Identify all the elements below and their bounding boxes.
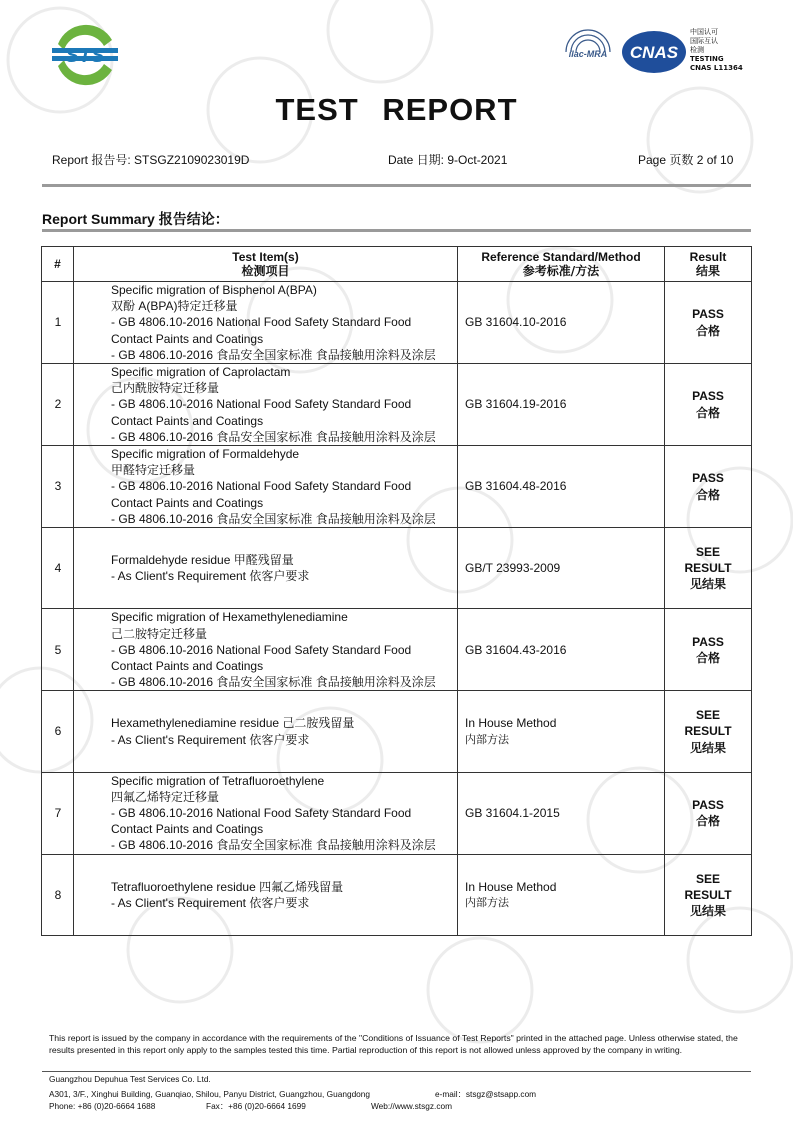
- test-item-line: Tetrafluoroethylene residue 四氟乙烯残留量: [111, 879, 344, 894]
- test-item-cell: [74, 282, 458, 364]
- test-item-line: Contact Paints and Coatings: [111, 413, 264, 428]
- test-item-line: - As Client's Requirement 依客户要求: [111, 732, 310, 747]
- row-number: 2: [42, 364, 74, 446]
- test-item-line: 双酚 A(BPA)特定迁移量: [111, 299, 238, 314]
- cert-line-1: 中国认可: [690, 28, 718, 36]
- result-line: SEE: [695, 708, 720, 723]
- table-header-row: [42, 247, 752, 282]
- svg-text:STS: STS: [65, 45, 105, 67]
- test-item-cell: [74, 854, 458, 935]
- reference-line: GB 31604.43-2016: [465, 642, 567, 657]
- col-header-item: [74, 247, 458, 282]
- table-row: [42, 772, 752, 854]
- reference-line: 内部方法: [465, 895, 509, 909]
- cert-line-2: 国际互认: [690, 37, 718, 45]
- test-item-line: Formaldehyde residue 甲醛残留量: [111, 552, 294, 567]
- company-website: Web://www.stsgz.com: [371, 1101, 452, 1111]
- test-item-line: 四氟乙烯特定迁移量: [111, 789, 220, 804]
- test-item-line: Specific migration of Caprolactam: [111, 365, 291, 380]
- cert-line-4: TESTING: [690, 55, 724, 63]
- cnas-logo-text: CNAS: [629, 43, 679, 62]
- col-header-ref-en: Reference Standard/Method: [481, 250, 641, 264]
- test-item-line: - GB 4806.10-2016 National Food Safety Standard Food: [111, 806, 412, 821]
- table-row: [42, 528, 752, 609]
- reference-line: 内部方法: [465, 732, 509, 746]
- reference-cell: [458, 528, 665, 609]
- report-number: Report 报告号: STSGZ2109023019D: [52, 153, 250, 167]
- row-number: 1: [42, 282, 74, 364]
- test-item-line: - GB 4806.10-2016 National Food Safety Standard Food: [111, 479, 412, 494]
- cnas-accreditation-text: [690, 28, 743, 73]
- cert-line-5: CNAS L11364: [690, 64, 743, 72]
- col-header-result-cn: 结果: [695, 264, 720, 278]
- result-line: 合格: [695, 323, 720, 338]
- reference-cell: [458, 691, 665, 772]
- footer-divider: [42, 1071, 751, 1072]
- result-line: PASS: [692, 471, 724, 486]
- test-item-line: - GB 4806.10-2016 食品安全国家标准 食品接触用涂料及涂层: [111, 838, 436, 853]
- test-item-line: 甲醛特定迁移量: [111, 463, 196, 478]
- reference-line: GB 31604.19-2016: [465, 397, 567, 412]
- row-number: 8: [42, 854, 74, 935]
- col-header-item-en: Test Item(s): [232, 250, 299, 264]
- test-item-line: - GB 4806.10-2016 食品安全国家标准 食品接触用涂料及涂层: [111, 675, 436, 690]
- test-item-line: Contact Paints and Coatings: [111, 658, 264, 673]
- col-header-num: #: [42, 247, 74, 282]
- company-address: A301, 3/F., Xinghui Building, Guanqiao, Shilou, Panyu District, Guangzhou, Guangdong: [49, 1089, 371, 1099]
- result-line: PASS: [692, 307, 724, 322]
- test-item-line: Contact Paints and Coatings: [111, 331, 264, 346]
- test-item-line: Specific migration of Bisphenol A(BPA): [111, 283, 317, 297]
- test-item-line: 己二胺特定迁移量: [111, 626, 208, 641]
- result-line: PASS: [692, 389, 724, 404]
- test-item-line: Specific migration of Hexamethylenediamine: [111, 610, 348, 625]
- company-email: e-mail：stsgz@stsapp.com: [435, 1089, 537, 1099]
- result-line: PASS: [692, 797, 724, 812]
- table-row: [42, 854, 752, 935]
- table-row: [42, 364, 752, 446]
- test-item-line: - GB 4806.10-2016 食品安全国家标准 食品接触用涂料及涂层: [111, 429, 436, 444]
- test-item-line: 己内酰胺特定迁移量: [111, 381, 220, 396]
- result-cell: [665, 609, 752, 691]
- ilac-logo-text: ilac-MRA: [568, 49, 608, 59]
- reference-cell: [458, 364, 665, 446]
- result-line: RESULT: [684, 561, 732, 576]
- reference-cell: [458, 772, 665, 854]
- company-fax: Fax：+86 (0)20-6664 1699: [206, 1101, 306, 1111]
- result-line: SEE: [695, 544, 720, 559]
- result-cell: [665, 364, 752, 446]
- test-item-line: - GB 4806.10-2016 食品安全国家标准 食品接触用涂料及涂层: [111, 511, 436, 526]
- row-number: 4: [42, 528, 74, 609]
- reference-line: GB/T 23993-2009: [465, 561, 561, 576]
- result-cell: [665, 691, 752, 772]
- report-title: TEST REPORT: [275, 92, 518, 127]
- row-number: 3: [42, 446, 74, 528]
- table-row: [42, 282, 752, 364]
- test-item-cell: [74, 364, 458, 446]
- reference-line: GB 31604.48-2016: [465, 479, 567, 494]
- reference-cell: [458, 609, 665, 691]
- row-number: 6: [42, 691, 74, 772]
- table-row: [42, 446, 752, 528]
- result-line: RESULT: [684, 724, 732, 739]
- sts-logo: [52, 24, 118, 86]
- summary-title: Report Summary 报告结论：: [42, 211, 229, 227]
- report-disclaimer: This report is issued by the company in accordance with the requirements of the "Conditions of Issuance of Test Reports" printed in the attached page. Unless otherwise stated, the results presented in this report only apply to the samples tested this time. Partial reproduction of this report is not allowed unless approved by the company in writing.: [49, 1033, 738, 1055]
- header-divider: [42, 184, 751, 187]
- result-cell: [665, 528, 752, 609]
- report-date: Date 日期: 9-Oct-2021: [388, 153, 508, 167]
- result-cell: [665, 446, 752, 528]
- col-header-item-cn: 检测项目: [241, 264, 290, 278]
- row-number: 5: [42, 609, 74, 691]
- result-line: 合格: [695, 405, 720, 420]
- result-line: 见结果: [689, 740, 726, 755]
- test-item-cell: [74, 528, 458, 609]
- test-item-line: - GB 4806.10-2016 National Food Safety Standard Food: [111, 397, 412, 412]
- row-number: 7: [42, 772, 74, 854]
- test-summary-table: [41, 246, 752, 936]
- result-cell: [665, 854, 752, 935]
- result-line: 合格: [695, 487, 720, 502]
- result-cell: [665, 282, 752, 364]
- cert-line-3: 检测: [690, 46, 704, 54]
- result-cell: [665, 772, 752, 854]
- test-item-cell: [74, 446, 458, 528]
- test-item-line: Hexamethylenediamine residue 己二胺残留量: [111, 716, 355, 731]
- company-contact: [49, 1089, 537, 1123]
- col-header-result: [665, 247, 752, 282]
- reference-line: In House Method: [465, 716, 557, 731]
- test-item-line: Contact Paints and Coatings: [111, 822, 264, 837]
- result-line: 见结果: [689, 903, 726, 918]
- result-line: 合格: [695, 650, 720, 665]
- test-item-line: Contact Paints and Coatings: [111, 495, 264, 510]
- reference-line: GB 31604.10-2016: [465, 315, 567, 330]
- col-header-ref: [458, 247, 665, 282]
- summary-divider: [42, 229, 751, 232]
- test-item-line: Specific migration of Tetrafluoroethylene: [111, 773, 325, 788]
- test-item-line: - As Client's Requirement 依客户要求: [111, 895, 310, 910]
- test-item-cell: [74, 772, 458, 854]
- reference-cell: [458, 854, 665, 935]
- company-name: Guangzhou Depuhua Test Services Co. Ltd.: [49, 1074, 211, 1084]
- result-line: 见结果: [689, 577, 726, 592]
- test-item-line: Specific migration of Formaldehyde: [111, 447, 300, 462]
- test-item-line: - As Client's Requirement 依客户要求: [111, 569, 310, 584]
- page-number: Page 页数 2 of 10: [638, 153, 734, 167]
- reference-cell: [458, 282, 665, 364]
- table-row: [42, 691, 752, 772]
- company-phone: Phone: +86 (0)20-6664 1688: [49, 1101, 156, 1111]
- col-header-ref-cn: 参考标准/方法: [522, 264, 600, 278]
- test-item-line: - GB 4806.10-2016 食品安全国家标准 食品接触用涂料及涂层: [111, 347, 436, 362]
- test-item-line: - GB 4806.10-2016 National Food Safety Standard Food: [111, 642, 412, 657]
- reference-line: In House Method: [465, 879, 557, 894]
- reference-line: GB 31604.1-2015: [465, 806, 560, 821]
- test-item-cell: [74, 609, 458, 691]
- result-line: PASS: [692, 634, 724, 649]
- result-line: RESULT: [684, 887, 732, 902]
- test-item-cell: [74, 691, 458, 772]
- table-row: [42, 609, 752, 691]
- test-item-line: - GB 4806.10-2016 National Food Safety Standard Food: [111, 315, 412, 330]
- result-line: 合格: [695, 814, 720, 829]
- result-line: SEE: [695, 871, 720, 886]
- reference-cell: [458, 446, 665, 528]
- col-header-result-en: Result: [689, 250, 727, 264]
